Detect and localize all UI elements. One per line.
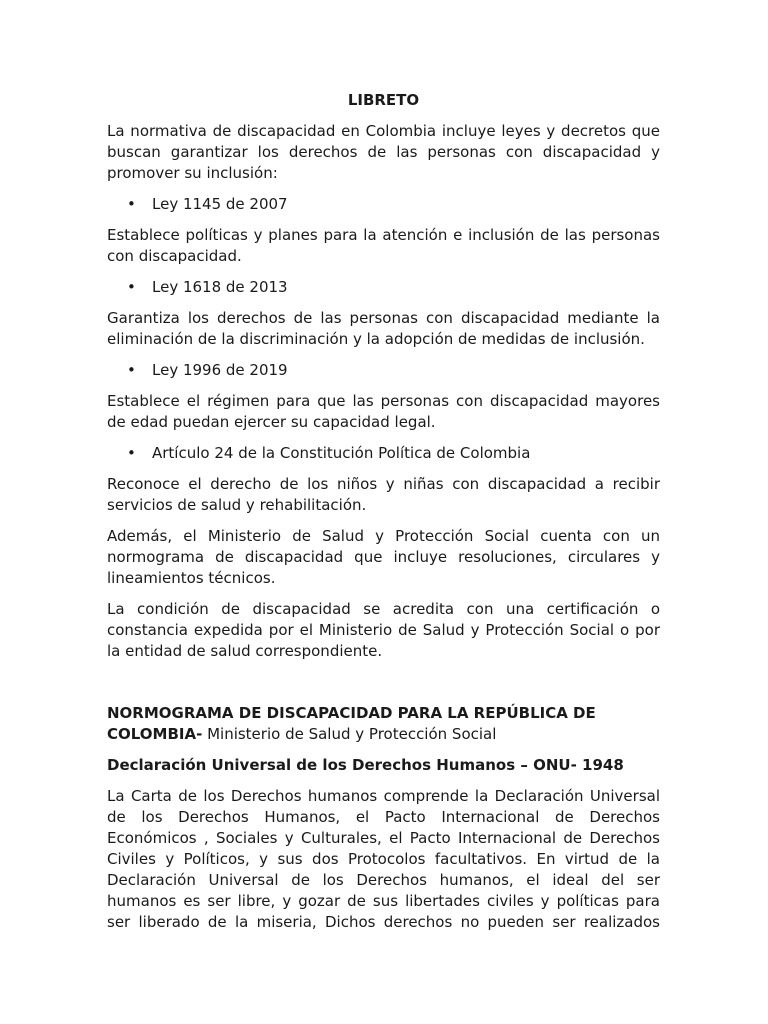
item-description-3: Establece el régimen para que las personas con discapacidad mayores de edad puedan ejercer su capacidad legal.: [107, 392, 660, 431]
item-description-4: Reconoce el derecho de los niños y niñas con discapacidad a recibir servicios de salud y rehabilitación.: [107, 475, 660, 514]
normograma-heading-rest: Ministerio de Salud y Protección Social: [202, 725, 497, 743]
document-page: [107, 90, 660, 931]
bullet-item-2: [107, 277, 660, 298]
bullet-dot: •: [127, 278, 136, 296]
item-description-1: Establece políticas y planes para la atención e inclusión de las personas con discapacidad.: [107, 226, 660, 265]
declaracion-paragraph: La Carta de los Derechos humanos comprende la Declaración Universal de los Derechos Humanos, el Pacto Internacional de Derechos Económicos , Sociales y Culturales, el Pacto Internacional de Derechos Civiles y Políticos, y sus dos Protocolos facultativos. En virtud de la Declaración Universal de los Derechos humanos, el ideal del ser humanos es ser libre, y gozar de sus libertades civiles y políticas para ser liberado de la miseria, Dichos derechos no pueden ser realizados: [107, 787, 660, 931]
bullet-text: Artículo 24 de la Constitución Política de Colombia: [152, 444, 531, 462]
condicion-paragraph: La condición de discapacidad se acredita con una certificación o constancia expedida por el Ministerio de Salud y Protección Social o por la entidad de salud correspondiente.: [107, 600, 660, 660]
bullet-item-1: [107, 194, 660, 215]
bullet-dot: •: [127, 195, 136, 213]
intro-paragraph: La normativa de discapacidad en Colombia incluye leyes y decretos que buscan garantizar los derechos de las personas con discapacidad y promover su inclusión:: [107, 122, 660, 182]
normograma-heading-bold: NORMOGRAMA DE DISCAPACIDAD PARA LA REPÚBLICA DE COLOMBIA-: [107, 704, 596, 743]
normograma-heading: [107, 703, 660, 745]
document-title: LIBRETO: [347, 91, 420, 109]
section-spacer: [107, 672, 660, 703]
bullet-item-4: [107, 443, 660, 464]
bullet-item-3: [107, 360, 660, 381]
declaracion-heading: Declaración Universal de los Derechos Humanos – ONU- 1948: [107, 756, 624, 774]
bullet-dot: •: [127, 444, 136, 462]
bullet-text: Ley 1145 de 2007: [152, 195, 288, 213]
bullet-dot: •: [127, 361, 136, 379]
bullet-text: Ley 1996 de 2019: [152, 361, 288, 379]
ministerio-paragraph: Además, el Ministerio de Salud y Protección Social cuenta con un normograma de discapacidad que incluye resoluciones, circulares y lineamientos técnicos.: [107, 527, 660, 587]
item-description-2: Garantiza los derechos de las personas con discapacidad mediante la eliminación de la discriminación y la adopción de medidas de inclusión.: [107, 309, 660, 348]
bullet-text: Ley 1618 de 2013: [152, 278, 288, 296]
